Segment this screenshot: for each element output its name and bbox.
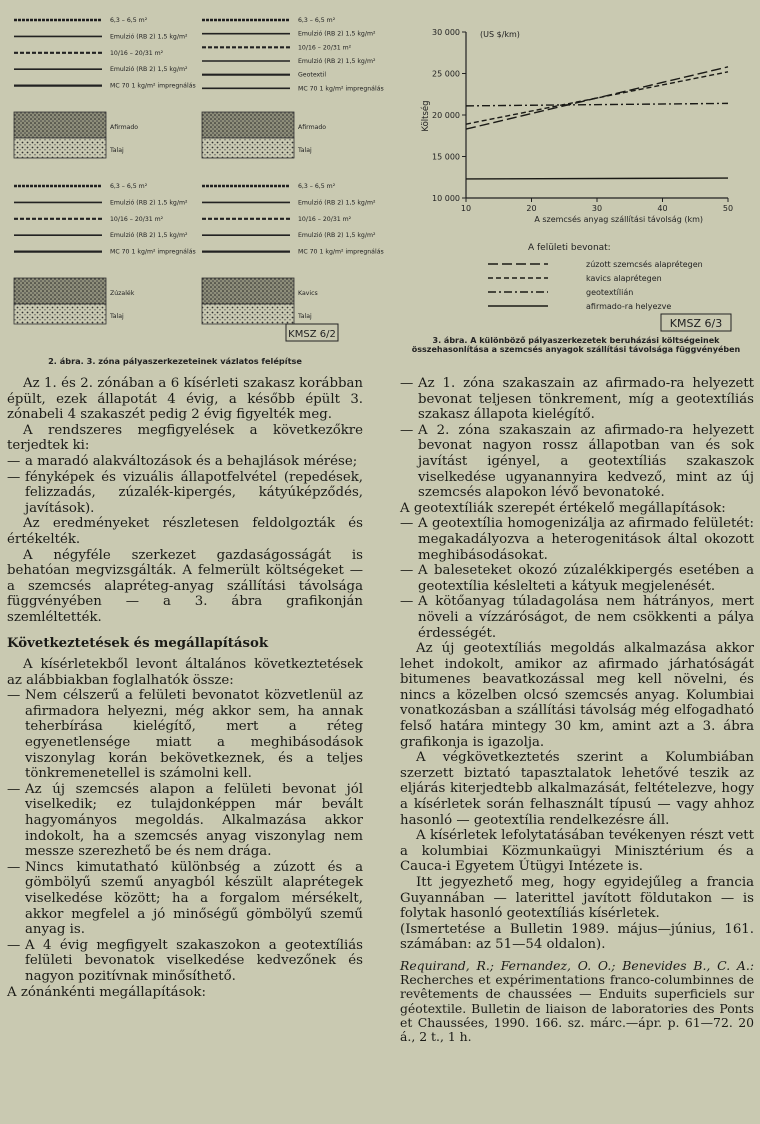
paragraph: A kísérletekből levont általános következtetések az alábbiakban foglalhatók össze: <box>7 657 363 688</box>
right-text-column <box>400 376 754 1044</box>
layer-label: MC 70 1 kg/m² impregnálás <box>110 248 196 256</box>
x-tick-label: 40 <box>657 204 668 213</box>
series-line <box>466 103 728 105</box>
layer-label: Zúzalék <box>110 290 135 297</box>
paragraph: A zónánkénti megállapítások: <box>7 984 206 1000</box>
bullet-item: — fényképek és vizuális állapotfelvétel (repedések, felizzadás, zúzalék-kipergés, kátyúképződés, javítások). <box>7 470 363 517</box>
layer-label: Emulzió (RB 2) 1,5 kg/m² <box>298 232 376 240</box>
y-axis-label: Költség <box>421 100 431 132</box>
unit-annotation: (US $/km) <box>480 30 520 39</box>
bullet-item: — Nem célszerű a felületi bevonatot közvetlenül az afirmadora helyezni, még akkor sem, ha annak teherbírása kielégítő, mert a réteg egyenetlensége miatt a meghibásodások viszonylag korán bekövetkeznek, és a teljes tönkremenetellel is számolni kell. <box>7 688 363 782</box>
legend-title: A felületi bevonat: <box>528 243 611 253</box>
base-layer-block <box>202 278 294 304</box>
layer-label: Emulzió (RB 2) 1,5 kg/m² <box>110 33 188 41</box>
layer-label: Geotextil <box>298 71 327 79</box>
bullet-item: — A kötőanyag túladagolása nem hátrányos, mert növeli a vízzáróságot, de nem csökkenti a pálya érdességét. <box>400 594 754 641</box>
x-tick-label: 30 <box>591 204 603 213</box>
layer-label: 10/16 – 20/31 m² <box>298 215 352 223</box>
bullet-item: — Nincs kimutatható különbség a zúzott és a gömbölyű szemű anyagból készült alaprétegek viselkedése között; ha a forgalom mérsékelt, akkor megfelel a jó minőségű gömbölyű szemű anyag is. <box>7 860 363 938</box>
paragraph: A négyféle szerkezet gazdaságosságát is behatóan megvizsgálták. A felmerült költségeket — a szemcsés alapréteg-anyag szállítási távolsága függvényében — a 3. ábra grafikonján szemléltették. <box>7 547 363 625</box>
reference-authors: Requirand, R.; Fernandez, O. O.; Benevides B., C. A.: <box>400 957 754 973</box>
layer-label: MC 70 1 kg/m² impregnálás <box>298 85 384 93</box>
layer-label: Emulzió (RB 2) 1,5 kg/m² <box>110 232 188 240</box>
figure-2-badge: KMSZ 6/2 <box>288 329 336 340</box>
figure-2 <box>6 6 384 368</box>
legend-entry: afirmado-ra helyezve <box>586 302 672 311</box>
layer-label: Afirmado <box>110 124 139 131</box>
bullet-item: — a maradó alakváltozások és a behajlások mérése; <box>7 454 363 470</box>
layer-label: Emulzió (RB 2) 1,5 kg/m² <box>110 199 188 207</box>
x-tick-label: 50 <box>722 204 734 213</box>
y-tick-label: 25 000 <box>432 69 460 79</box>
soil-layer-block <box>14 138 106 158</box>
figure-2-caption: 2. ábra. 3. zóna pályaszerkezeteinek vázlatos felépítse <box>48 356 302 366</box>
figure-3-badge: KMSZ 6/3 <box>669 317 723 330</box>
layer-label: Kavics <box>298 290 318 297</box>
legend-entry: zúzott szemcsés alaprétegen <box>586 260 703 269</box>
soil-layer-block <box>202 304 294 324</box>
layer-label: 6,3 – 6,5 m² <box>298 183 336 190</box>
base-layer-block <box>14 112 106 138</box>
section-heading: Következtetések és megállapítások <box>7 635 269 651</box>
bullet-item: — A geotextília homogenizálja az afirmado felületét: megakadályozva a heterogenitások által okozott meghibásodásokat. <box>400 516 754 563</box>
base-layer-block <box>202 112 294 138</box>
layer-label: Talaj <box>298 313 312 320</box>
figure-3 <box>398 6 754 368</box>
layer-label: 10/16 – 20/31 m² <box>298 44 352 52</box>
series-line <box>466 178 728 179</box>
x-tick-label: 20 <box>526 204 537 213</box>
bullet-item: — Az új szemcsés alapon a felületi bevonat jól viselkedik; ez tulajdonképpen már bevált hagyományos megoldás. Alkalmazása akkor indokolt, ha a szemcsés anyag viszonylag nem messze szerezhető be és nem drága. <box>7 782 363 860</box>
bullet-item: — A baleseteket okozó zúzalékkipergés esetében a geotextília késlelteti a kátyuk megjelenését. <box>400 563 754 594</box>
layer-label: Emulzió (RB 2) 1,5 kg/m² <box>110 66 188 74</box>
bullet-item: — A 2. zóna szakaszain az afirmado-ra helyezett bevonat nagyon rossz állapotban van és sok javítást igényel, a geotextíliás szakaszok viselkedése ugyanannyira kedvező, mint az új szemcsés alapokon lévő bevonatoké. <box>400 423 754 501</box>
paragraph: A végkövetkeztetés szerint a Kolumbiában szerzett biztató tapasztalatok lehetővé teszik az eljárás kiterjedtebb alkalmazását, feltételezve, hogy a kísérletek során felhasznált típusú — vagy ahhoz hasonló — geotextília rendelkezésre áll. <box>400 750 754 828</box>
layer-label: 10/16 – 20/31 m² <box>110 215 164 223</box>
layer-label: Emulzió (RB 2) 1,5 kg/m² <box>298 199 376 207</box>
paragraph: Az új geotextíliás megoldás alkalmazása akkor lehet indokolt, amikor az afirmado járhatóságát bitumenes beavatkozással meg kell növelni, és nincs a közelben olcsó szemcsés anyag. Kolumbiai vonatkozásban a szállítási távolság még elfogadható felső határa mintegy 30 km, amint azt a 3. ábra grafikonja is igazolja. <box>400 641 754 750</box>
layer-label: MC 70 1 kg/m² impregnálás <box>110 82 196 90</box>
pavement-structure-diagram <box>6 6 384 368</box>
paragraph: A geotextíliák szerepét értékelő megállapítások: <box>400 500 726 516</box>
paragraph: Az eredményeket részletesen feldolgozták és értékelték. <box>7 516 363 547</box>
left-text-column <box>7 376 363 1000</box>
legend-entry: kavics alaprétegen <box>586 274 662 283</box>
layer-label: 10/16 – 20/31 m² <box>110 49 164 57</box>
layer-label: 6,3 – 6,5 m² <box>298 17 336 24</box>
y-tick-label: 10 000 <box>432 194 460 203</box>
bullet-item: — Az 1. zóna szakaszain az afirmado-ra helyezett bevonat teljesen tönkrement, míg a geotextíliás szakasz állapota kielégítő. <box>400 376 754 423</box>
layer-label: 6,3 – 6,5 m² <box>110 17 148 24</box>
bullet-item: — A 4 évig megfigyelt szakaszokon a geotextíliás felületi bevonatok viselkedése kedvezőnek és nagyon pozitívnak minősíthető. <box>7 938 363 985</box>
soil-layer-block <box>202 138 294 158</box>
cost-chart <box>398 6 754 368</box>
layer-label: Emulzió (RB 2) 1,5 kg/m² <box>298 30 376 38</box>
reference <box>400 959 754 1044</box>
layer-label: Emulzió (RB 2) 1,5 kg/m² <box>298 58 376 65</box>
layer-label: Talaj <box>298 147 312 154</box>
legend-entry: geotextílián <box>586 288 634 297</box>
layer-label: MC 70 1 kg/m² impregnálás <box>298 248 384 256</box>
layer-label: 6,3 – 6,5 m² <box>110 183 148 190</box>
soil-layer-block <box>14 304 106 324</box>
layer-label: Talaj <box>110 313 124 320</box>
paragraph: Az 1. és 2. zónában a 6 kísérleti szakasz korábban épült, ezek állapotát 4 évig, a később épült 3. zónabeli 4 szakaszét pedig 2 évig figyelték meg. <box>7 376 363 423</box>
paragraph: A rendszeres megfigyelések a következőkre terjedtek ki: <box>7 422 363 454</box>
y-tick-label: 30 000 <box>432 28 460 37</box>
y-tick-label: 20 000 <box>432 111 460 120</box>
paragraph: (Ismertetése a Bulletin 1989. május—június, 161. számában: az 51—54 oldalon). <box>400 921 754 953</box>
layer-label: Talaj <box>110 147 124 154</box>
paragraph: Itt jegyezhető meg, hogy egyidejűleg a francia Guyannában — laterittel javított földutakon — is folytak hasonló geotextíliás kísérletek. <box>400 875 754 922</box>
paragraph: A kísérletek lefolytatásában tevékenyen részt vett a kolumbiai Közmunkaügyi Minisztérium és a Cauca-i Egyetem Útügyi Intézete is. <box>400 828 754 875</box>
x-tick-label: 10 <box>460 204 472 213</box>
x-axis-label: A szemcsés anyag szállítási távolság (km) <box>534 215 703 224</box>
base-layer-block <box>14 278 106 304</box>
series-line <box>466 67 728 129</box>
layer-label: Afirmado <box>298 124 327 131</box>
figure-3-caption: 3. ábra. A különböző pályaszerkezetek beruházási költségeinek összehasonlítása a szemcsés anyagok szállítási távolsága függvényében <box>411 336 741 354</box>
reference-text: Recherches et expérimentations franco-columbinnes de revêtements de chaussées — Enduits superficiels sur géotextile. Bulletin de liaison de laboratories des Ponts et Chaussées, 1990. 166. sz. márc.—ápr. p. 61—72. 20 á., 2 t., 1 h. <box>400 972 754 1044</box>
y-tick-label: 15 000 <box>432 152 460 162</box>
